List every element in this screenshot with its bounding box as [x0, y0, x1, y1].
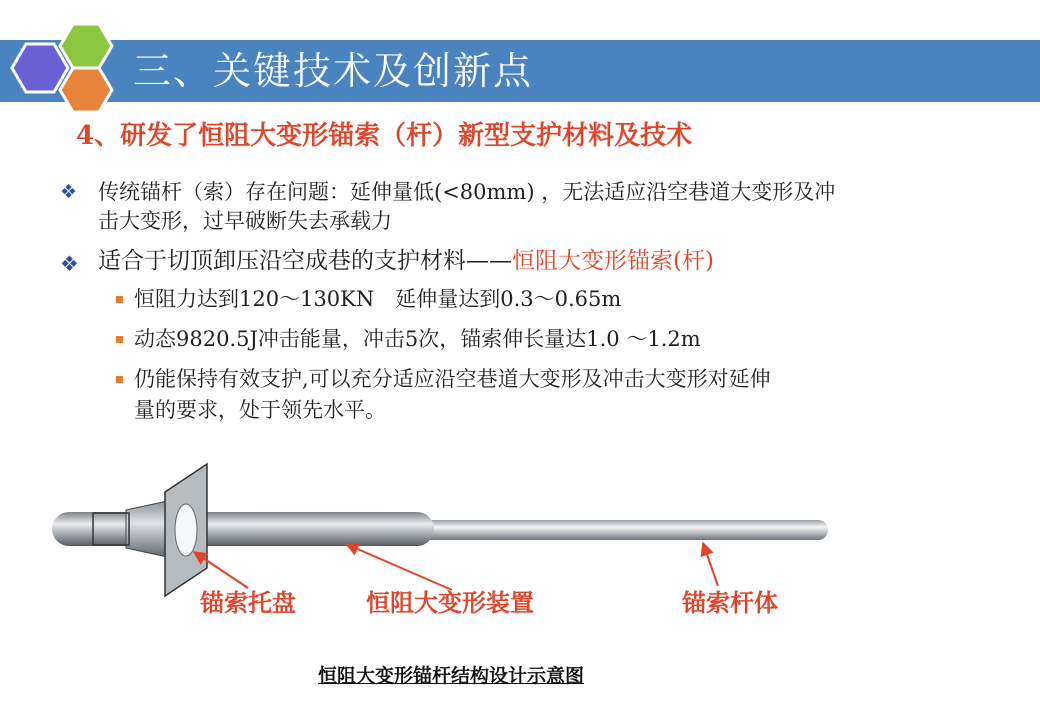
- bullet-item-problem: [60, 178, 960, 236]
- sub-bullet-text: 动态9820.5J冲击能量，冲击5次，锚索伸长量达1.0 ～1.2m: [134, 327, 701, 351]
- sub-bullet-text: 恒阻力达到120～130KN 延伸量达到0.3～0.65m: [134, 287, 622, 311]
- sub-bullet-text: 仍能保持有效支护,可以充分适应沿空巷道大变形及冲击大变形对延伸: [134, 367, 771, 391]
- label-tray: 锚索托盘: [200, 588, 296, 617]
- hexagon-orange-icon: [60, 68, 112, 112]
- resistance-device-rod: [52, 512, 434, 546]
- bullet-item-material: [60, 244, 960, 278]
- anchor-tray-hole: [175, 504, 197, 556]
- square-bullet-icon: [116, 336, 123, 343]
- hexagon-logo-icon: [8, 22, 120, 114]
- bullet-text-line: 击大变形，过早破断失去承载力: [98, 209, 392, 233]
- sub-bullet-item: [60, 324, 960, 355]
- diagram-caption: 恒阻大变形锚杆结构设计示意图: [318, 665, 585, 687]
- bullet-list: [60, 178, 960, 435]
- label-device: 恒阻大变形装置: [366, 588, 534, 617]
- sub-bullet-item: [60, 364, 960, 426]
- diamond-bullet-icon: ❖: [60, 181, 78, 203]
- sub-bullet-item: [60, 284, 960, 315]
- bullet-text: 适合于切顶卸压沿空成巷的支护材料——: [98, 248, 512, 274]
- diamond-bullet-icon: ❖: [60, 252, 79, 276]
- device-arrow: [346, 544, 452, 590]
- hexagon-purple-icon: [12, 44, 68, 92]
- label-cable-body: 锚索杆体: [682, 588, 778, 617]
- body-arrow: [703, 543, 718, 586]
- sub-bullet-text: 量的要求，处于领先水平。: [134, 398, 386, 422]
- bullet-text-line: 传统锚杆（索）存在问题：延伸量低(<80mm) ，无法适应沿空巷道大变形及冲: [98, 180, 836, 204]
- square-bullet-icon: [116, 376, 123, 383]
- bullet-highlight: 恒阻大变形锚索(杆): [512, 248, 714, 274]
- cable-body-rod: [420, 520, 828, 540]
- square-bullet-icon: [116, 296, 123, 303]
- slide-title: 三、关键技术及创新点: [133, 49, 534, 93]
- section-subtitle: 4、研发了恒阻大变形锚索（杆）新型支护材料及技术: [76, 121, 693, 151]
- hexagon-green-icon: [60, 24, 112, 68]
